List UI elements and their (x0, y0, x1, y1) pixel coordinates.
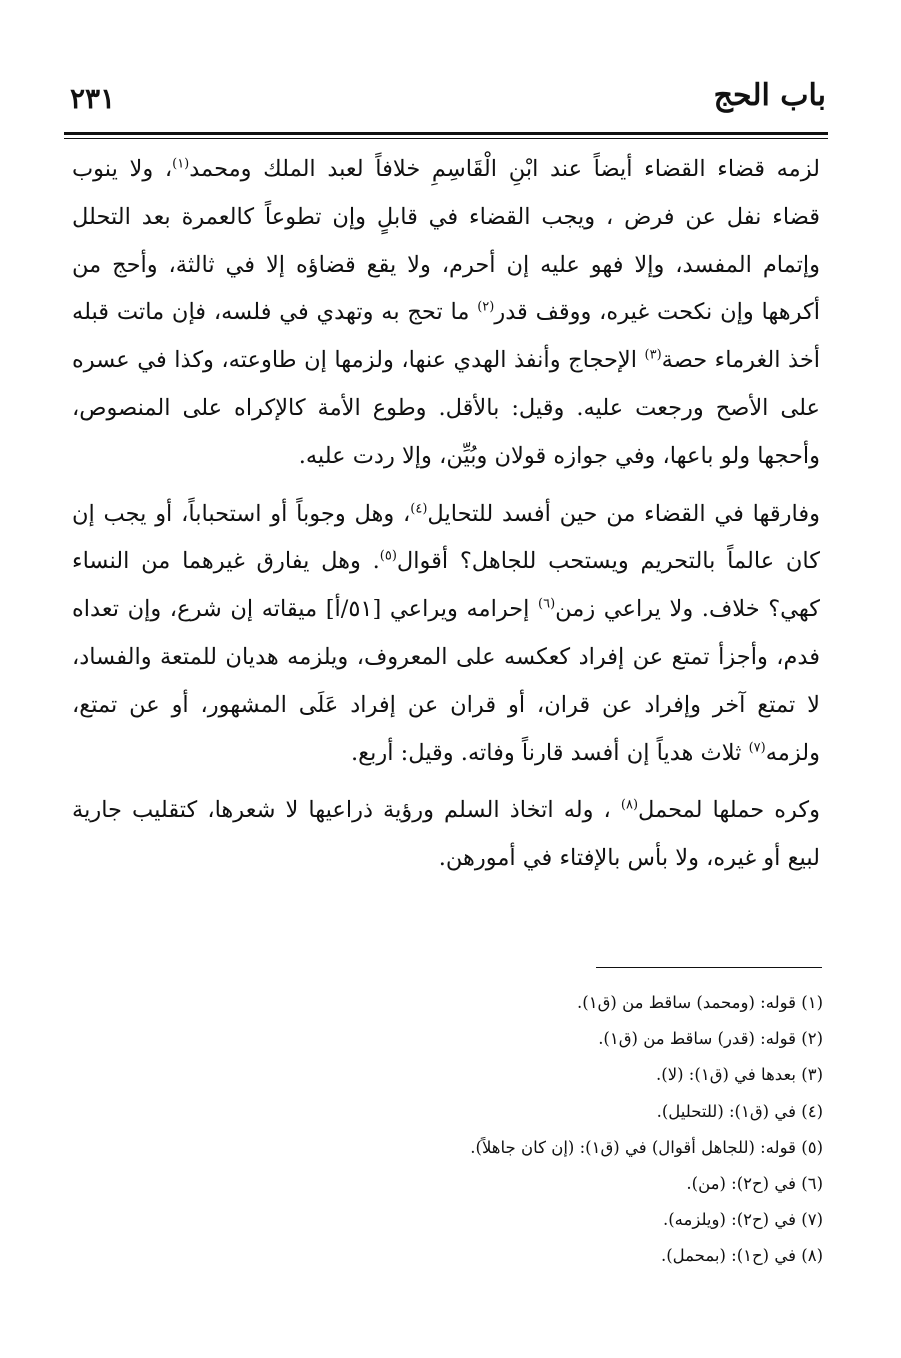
footnote-separator (596, 967, 822, 968)
body-text: لزمه قضاء القضاء أيضاً عند ابْنِ الْقَاسِمِ خلافاً لعبد الملك ومحمد (189, 156, 820, 182)
footnote-ref: (١) (172, 156, 190, 172)
body-text: ثلاث هدياً إن أفسد قارناً وفاته. وقيل: أربع. (350, 739, 749, 766)
running-head (70, 74, 826, 124)
footnote-ref: (٢) (477, 299, 495, 315)
body-text: الإحجاج وأنفذ الهدي عنها، ولزمها إن طاوعته، وكذا في عسره على الأصح ورجعت عليه. وقيل: بالأقل. وطوع الأمة كالإكراه على المنصوص، وأحجها ولو باعها، وفي جوازه قولان وبُيِّن، وإلا ردت عليه. (72, 347, 820, 469)
main-text (72, 146, 820, 893)
footnote-3: (٣) بعدها في (ق١): (لا). (656, 1065, 823, 1085)
footnote-2: (٢) قوله: (قدر) ساقط من (ق١). (598, 1029, 823, 1049)
body-text: . وهل يفارق غيرهما من النساء كهي؟ خلاف. ولا يراعي زمن (72, 548, 820, 623)
footnotes-list (83, 985, 823, 1275)
chapter-title: باب الحج (713, 78, 826, 113)
footnote-5: (٥) قوله: (للجاهل أقوال) في (ق١): (إن كان جاهلاً). (470, 1137, 823, 1157)
footnote-1: (١) قوله: (ومحمد) ساقط من (ق١). (577, 993, 823, 1012)
footnote-ref: (٧) (748, 740, 766, 756)
body-text: ، ولا ينوب قضاء نفل عن فرض ، ويجب القضاء في قابلٍ وإن تطوعاً كالعمرة بعد التحلل وإتمام المفسد، وإلا فهو عليه إن أحرم، ولا يقع قضاؤه إلا في ثالثة، وأحج من أكرهها وإن نكحت غيره، ووقف قدر (72, 156, 820, 326)
footnote-7: (٧) في (ح٢): (ويلزمه). (662, 1210, 823, 1230)
page-number: ٢٣١ (70, 82, 116, 115)
footnote-ref: (٥) (379, 548, 397, 564)
footnote-ref: (٤) (410, 501, 428, 517)
footnote-8: (٨) في (ح١): (بمحمل). (660, 1246, 823, 1266)
body-text: إحرامه ويراعي [٥١/أ] ميقاته إن شرع، وإن تعداه فدم، وأجزأ تمتع عن إفراد كعكسه على المعروف، ويلزمه هديان للمتعة والفساد، لا تمتع آخر وإفراد عن قران، أو قران عن إفراد عَلَى المشهور، أو عن تمتع، ولزمه (72, 596, 820, 766)
footnote-ref: (٦) (538, 596, 556, 612)
header-rule-thick (64, 132, 828, 135)
body-paragraph (72, 787, 820, 883)
footnote-6: (٦) في (ح٢): (من). (686, 1174, 823, 1194)
body-text: ما تحج به وتهدي في فلسه، فإن ماتت قبله أخذ الغرماء حصة (72, 299, 821, 374)
body-text: وكره حملها لمحمل (638, 797, 820, 824)
body-paragraph (72, 491, 820, 778)
body-text: وفارقها في القضاء من حين أفسد للتحايل (427, 500, 820, 527)
header-rule-thin (64, 138, 828, 139)
footnote-ref: (٣) (644, 347, 662, 363)
body-text: ، وله اتخاذ السلم ورؤية ذراعيها لا شعرها، كتقليب جارية لبيع أو غيره، ولا بأس بالإفتاء في أمورهن. (72, 797, 820, 872)
footnote-ref: (٨) (620, 797, 639, 813)
body-text: ، وهل وجوباً أو استحباباً، أو يجب إن كان عالماً بالتحريم ويستحب للجاهل؟ أقوال (72, 500, 820, 575)
body-paragraph (72, 146, 820, 481)
footnote-4: (٤) في (ق١): (للتحليل). (656, 1101, 823, 1121)
